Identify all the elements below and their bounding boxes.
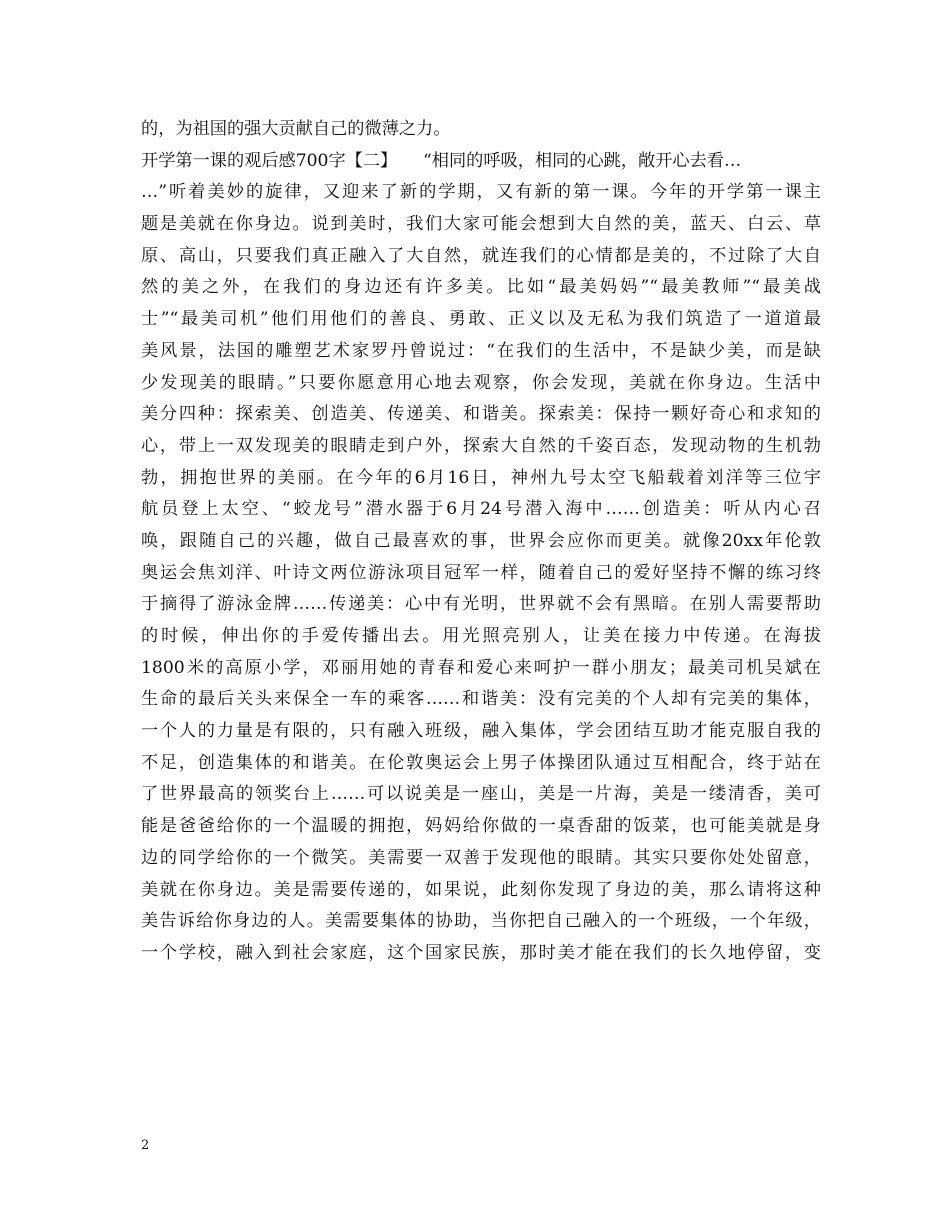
text-line: 勃，拥抱世界的美丽。在今年的6月16日，神州九号太空飞船载着刘洋等三位宇 [141,467,821,488]
text-line: 题是美就在你身边。说到美时，我们大家可能会想到大自然的美，蓝天、白云、草 [141,214,821,235]
text-line: 一个人的力量是有限的，只有融入班级，融入集体，学会团结互助才能克服自我的 [141,721,821,742]
text-line: 奥运会焦刘洋、叶诗文两位游泳项目冠军一样，随着自己的爱好坚持不懈的练习终 [141,562,821,583]
text-line-section-heading: 开学第一课的观后感700字【二】 “相同的呼吸，相同的心跳，敞开心去看… [141,150,742,171]
page-number: 2 [141,1138,150,1153]
text-line: 然的美之外，在我们的身边还有许多美。比如“最美妈妈”“最美教师”“最美战 [141,277,821,298]
text-line: 1800米的高原小学，邓丽用她的青春和爱心来呵护一群小朋友；最美司机吴斌在 [141,657,821,678]
text-line: 于摘得了游泳金牌……传递美：心中有光明，世界就不会有黑暗。在别人需要帮助 [141,594,821,615]
text-line: 不足，创造集体的和谐美。在伦敦奥运会上男子体操团队通过互相配合，终于站在 [141,752,821,773]
text-line: 美风景，法国的雕塑艺术家罗丹曾说过：“在我们的生活中，不是缺少美，而是缺 [141,340,821,361]
text-line: 唤，跟随自己的兴趣，做自己最喜欢的事，世界会应你而更美。就像20xx年伦敦 [141,530,821,551]
text-line: 美分四种：探索美、创造美、传递美、和谐美。探索美：保持一颗好奇心和求知的 [141,404,821,425]
text-line: 原、高山，只要我们真正融入了大自然，就连我们的心情都是美的，不过除了大自 [141,245,821,266]
text-line: 能是爸爸给你的一个温暖的拥抱，妈妈给你做的一桌香甜的饭菜，也可能美就是身 [141,816,821,837]
text-line: 心，带上一双发现美的眼睛走到户外，探索大自然的千姿百态，发现动物的生机勃 [141,435,821,456]
text-line: 生命的最后关头来保全一车的乘客……和谐美：没有完美的个人却有完美的集体， [141,689,821,710]
text-line: 士”“最美司机”他们用他们的善良、勇敢、正义以及无私为我们筑造了一道道最 [141,309,821,330]
text-line: 的时候，伸出你的手爱传播出去。用光照亮别人，让美在接力中传递。在海拔 [141,626,821,646]
text-line: 美就在你身边。美是需要传递的，如果说，此刻你发现了身边的美，那么请将这种 [141,879,821,900]
text-line: 少发现美的眼睛。”只要你愿意用心地去观察，你会发现，美就在你身边。生活中 [141,372,821,393]
text-line: 航员登上太空、“蛟龙号”潜水器于6月24号潜入海中……创造美：听从内心召 [141,499,821,520]
text-line: 一个学校，融入到社会家庭，这个国家民族，那时美才能在我们的长久地停留，变 [141,942,821,963]
body-text [141,114,821,970]
text-line: 了世界最高的领奖台上……可以说美是一座山，美是一片海，美是一缕清香，美可 [141,784,821,805]
text-line: 边的同学给你的一个微笑。美需要一双善于发现他的眼睛。其实只要你处处留意， [141,847,821,868]
text-line: 美告诉给你身边的人。美需要集体的协助，当你把自己融入的一个班级，一个年级， [141,911,821,932]
text-line: 的，为祖国的强大贡献自己的微薄之力。 [141,119,451,139]
text-line: …”听着美妙的旋律，又迎来了新的学期，又有新的第一课。今年的开学第一课主 [141,182,821,203]
